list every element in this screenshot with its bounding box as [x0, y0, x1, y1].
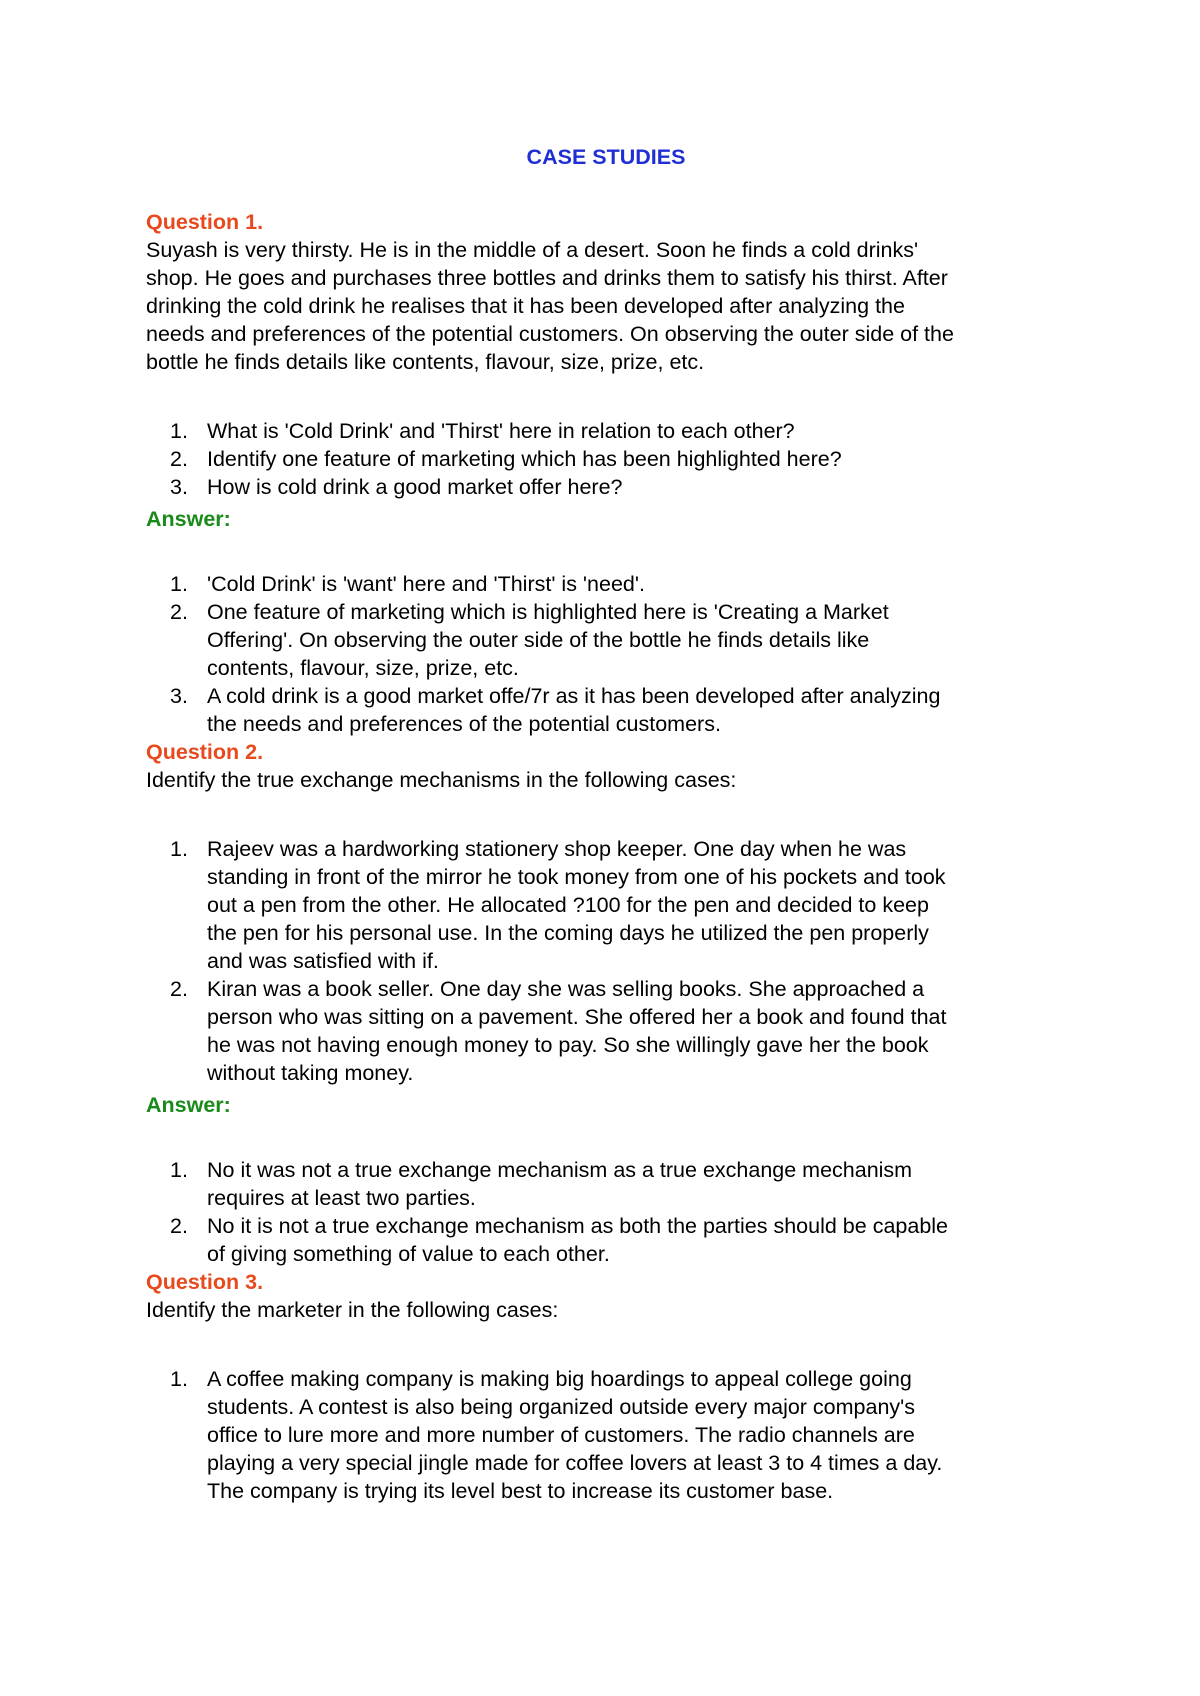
list-item: [146, 445, 1066, 473]
text-line: the needs and preferences of the potential customers.: [207, 712, 721, 736]
answer-heading: Answer:: [146, 507, 231, 531]
list-item: [146, 1365, 1066, 1505]
question-text: [146, 766, 1066, 794]
text-line: 'Cold Drink' is 'want' here and 'Thirst' is 'need'.: [207, 572, 645, 596]
question-heading: Question 2.: [146, 740, 264, 764]
text-line: contents, flavour, size, prize, etc.: [207, 656, 519, 680]
page-title: CASE STUDIES: [526, 145, 686, 169]
list-number: 1.: [170, 837, 188, 861]
list-number: 1.: [170, 419, 188, 443]
question-text: [146, 236, 1066, 376]
list-item: [146, 975, 1066, 1087]
answer-list: [146, 1156, 1066, 1268]
text-line: out a pen from the other. He allocated ?100 for the pen and decided to keep: [207, 893, 929, 917]
question-list: [146, 835, 1066, 1087]
list-item: [146, 417, 1066, 445]
list-number: 1.: [170, 572, 188, 596]
text-line: How is cold drink a good market offer here?: [207, 475, 623, 499]
list-item: [146, 473, 1066, 501]
text-line: Identify the marketer in the following cases:: [146, 1298, 559, 1322]
text-line: person who was sitting on a pavement. She offered her a book and found that: [207, 1005, 947, 1029]
question-3-section: [146, 1268, 1066, 1505]
question-1-section: [146, 208, 1066, 738]
list-item: [146, 682, 1066, 738]
text-line: A coffee making company is making big hoardings to appeal college going: [207, 1367, 912, 1391]
text-line: without taking money.: [207, 1061, 414, 1085]
text-line: requires at least two parties.: [207, 1186, 476, 1210]
question-text: [146, 1296, 1066, 1324]
text-line: he was not having enough money to pay. So she willingly gave her the book: [207, 1033, 929, 1057]
text-line: No it is not a true exchange mechanism as both the parties should be capable: [207, 1214, 949, 1238]
text-line: Rajeev was a hardworking stationery shop keeper. One day when he was: [207, 837, 907, 861]
text-line: needs and preferences of the potential customers. On observing the outer side of the: [146, 322, 954, 346]
text-line: and was satisfied with if.: [207, 949, 439, 973]
list-number: 1.: [170, 1367, 188, 1391]
text-line: Kiran was a book seller. One day she was selling books. She approached a: [207, 977, 925, 1001]
text-line: The company is trying its level best to increase its customer base.: [207, 1479, 834, 1503]
answer-heading: Answer:: [146, 1093, 231, 1117]
document-page: [146, 143, 1066, 1505]
list-number: 3.: [170, 475, 188, 499]
text-line: Offering'. On observing the outer side of the bottle he finds details like: [207, 628, 870, 652]
list-number: 2.: [170, 600, 188, 624]
list-number: 3.: [170, 684, 188, 708]
text-line: shop. He goes and purchases three bottles and drinks them to satisfy his thirst. After: [146, 266, 948, 290]
text-line: office to lure more and more number of customers. The radio channels are: [207, 1423, 915, 1447]
text-line: No it was not a true exchange mechanism as a true exchange mechanism: [207, 1158, 913, 1182]
question-heading: Question 3.: [146, 1270, 264, 1294]
list-number: 2.: [170, 447, 188, 471]
list-item: [146, 1156, 1066, 1212]
text-line: Identify one feature of marketing which has been highlighted here?: [207, 447, 842, 471]
text-line: standing in front of the mirror he took money from one of his pockets and took: [207, 865, 946, 889]
question-heading: Question 1.: [146, 210, 264, 234]
text-line: bottle he finds details like contents, flavour, size, prize, etc.: [146, 350, 705, 374]
answer-list: [146, 570, 1066, 738]
text-line: students. A contest is also being organized outside every major company's: [207, 1395, 916, 1419]
list-item: [146, 1212, 1066, 1268]
list-item: [146, 835, 1066, 975]
text-line: playing a very special jingle made for coffee lovers at least 3 to 4 times a day.: [207, 1451, 943, 1475]
text-line: of giving something of value to each other.: [207, 1242, 610, 1266]
question-2-section: [146, 738, 1066, 1268]
question-list: [146, 1365, 1066, 1505]
text-line: One feature of marketing which is highlighted here is 'Creating a Market: [207, 600, 889, 624]
text-line: Suyash is very thirsty. He is in the middle of a desert. Soon he finds a cold drinks': [146, 238, 919, 262]
text-line: the pen for his personal use. In the coming days he utilized the pen properly: [207, 921, 929, 945]
list-item: [146, 570, 1066, 598]
list-number: 2.: [170, 1214, 188, 1238]
text-line: drinking the cold drink he realises that it has been developed after analyzing the: [146, 294, 905, 318]
text-line: What is 'Cold Drink' and 'Thirst' here in relation to each other?: [207, 419, 795, 443]
list-number: 2.: [170, 977, 188, 1001]
question-list: [146, 417, 1066, 501]
text-line: A cold drink is a good market offe/7r as it has been developed after analyzing: [207, 684, 941, 708]
text-line: Identify the true exchange mechanisms in the following cases:: [146, 768, 737, 792]
list-item: [146, 598, 1066, 682]
list-number: 1.: [170, 1158, 188, 1182]
